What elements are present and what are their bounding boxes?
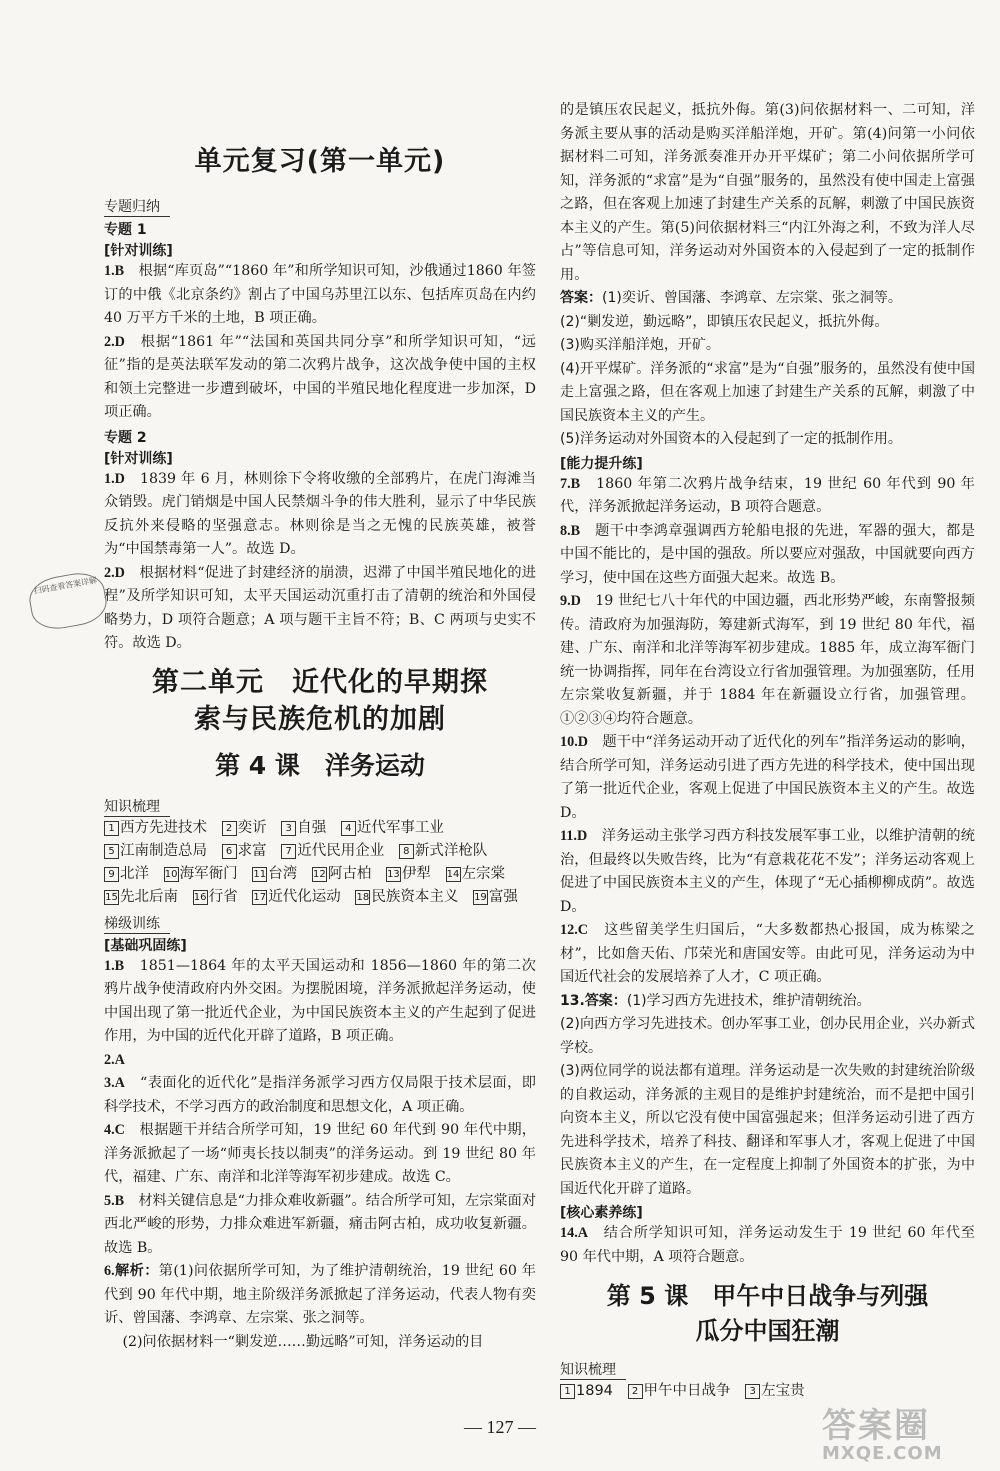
keyword-text: 自强 — [297, 819, 327, 836]
lesson-4-title: 第 4 课 洋务运动 — [215, 750, 425, 780]
question-number: 1.B — [104, 957, 125, 974]
question-text: 第(1)问依据所学可知，为了维护清朝统治，19 世纪 60 年代到 90 年代中期，地主阶级洋务派掀起了洋务运动，代表人物有奕䜣、曾国藩、李鸿章、左宗棠、张之洞等。 — [104, 1263, 536, 1326]
keyword-number-box: 18 — [356, 891, 370, 903]
question-number: 2.D — [104, 564, 125, 581]
keyword-text: 左宝贵 — [761, 1383, 805, 1399]
answer-line: (1)奕䜣、曾国藩、李鸿章、左宗棠、张之洞等。 — [602, 290, 902, 306]
question-text: 题干中“洋务运动开动了近代化的列车”指洋务运动的影响，结合所学可知，洋务运动引进了西方先进的科学技术，使中国出现了第一批近代企业，客观上促进了中国民族资本主义的产生。故选 D。 — [560, 734, 975, 821]
keyword-number-box: 4 — [341, 821, 356, 836]
keyword-text: 北洋 — [120, 865, 149, 882]
section-ladder-training: 梯级训练 — [104, 913, 170, 934]
section-topic-summary: 专题归纳 — [104, 196, 170, 217]
question-number: 12.C — [560, 922, 588, 938]
keyword-item — [446, 866, 506, 882]
keyword-number-box: 7 — [281, 844, 296, 859]
answer-line: (3)购买洋船洋炮，开矿。 — [560, 337, 720, 353]
keyword-number-box: 13 — [387, 868, 400, 880]
section-knowledge: 知识梳理 — [104, 796, 170, 817]
keyword-item — [104, 820, 207, 836]
core-literacy-heading: [核心素养练] — [560, 1205, 643, 1221]
question-text: 19 世纪七八十年代的中国边疆，西北形势严峻，东南警报频传。清政府为加强海防，筹建新式海军，到 19 世纪 80 年代，福建、广东、南洋和北洋等海军初步建成。1885 年，成立海军衙门统一协调指挥，同年在台湾设立行省加强管理。为加强塞防，任用左宗棠收复新疆，并于 1884 年在新疆设立行省，加强管理。①②③④均符合题意。 — [560, 593, 975, 727]
keyword-number-box: 1 — [104, 821, 119, 836]
question-text: 洋务运动主张学习西方科技发展军事工业，以维护清朝的统治，但最终以失败告终，比为“有意栽花花不发”；洋务运动客观上促进了中国民族资本主义的产生，体现了“无心插柳柳成荫”。故选 D。 — [560, 828, 975, 915]
keyword-item — [473, 889, 518, 905]
lesson-5-title-line2: 瓜分中国狂潮 — [695, 1317, 840, 1345]
keyword-item — [355, 889, 458, 905]
page-number: — 127 — — [464, 1417, 536, 1437]
keyword-text: 求富 — [237, 842, 267, 859]
keyword-item — [104, 866, 149, 882]
question-number: 4.C — [104, 1122, 125, 1138]
keyword-number-box: 1 — [560, 1384, 575, 1399]
question-number: 8.B — [560, 522, 581, 539]
keyword-text: 海军衙门 — [179, 865, 238, 882]
question-text: 1851—1864 年的太平天国运动和 1856—1860 年的第二次鸦片战争使清政府内外交困。为摆脱困境，洋务派掀起洋务运动，使中国出现了第一批近代企业，为中国民族资本主义的产生起到了促进作用，为中国的近代化开辟了道路，B 项正确。 — [104, 957, 536, 1044]
keyword-number-box: 9 — [104, 867, 119, 882]
question-text: 根据“库页岛”“1860 年”和所学知识可知，沙俄通过1860 年签订的中俄《北京条约》割占了中国乌苏里江以东、包括库页岛在内约 40 万平方千米的土地，B 项正确。 — [104, 263, 536, 326]
stamp-seal — [26, 569, 110, 633]
question-text: 题干中李鸿章强调西方轮船电报的先进，军器的强大，都是中国不能比的，是中国的强敌。所以要应对强敌，中国就要向西方学习，使中国在这些方面强大起来。故选 B。 — [560, 522, 975, 586]
keyword-number-box: 3 — [745, 1384, 760, 1399]
basic-practice-heading: [基础巩固练] — [104, 937, 187, 954]
keyword-item — [193, 889, 238, 905]
question-text: “表面化的近代化”是指洋务派学习西方仅局限于技术层面，即科学技术，不学习西方的政治制度和思想文化，A 项正确。 — [104, 1075, 536, 1115]
question-text: 材料关键信息是“力排众难收新疆”。结合所学可知，左宗棠面对西北严峻的形势，力排众难进军新疆，痛击阿古柏，成功收复新疆。故选 B。 — [104, 1192, 536, 1256]
keyword-text: 新式洋枪队 — [414, 842, 488, 859]
lesson-5-title-line1: 第 5 课 甲午中日战争与列强 — [606, 1282, 929, 1310]
keyword-text: 行省 — [208, 888, 238, 905]
answer-line: (5)洋务运动对外国资本的入侵起到了一定的抵制作用。 — [560, 431, 902, 447]
topic-2-heading: 专题 2 — [104, 429, 147, 446]
keyword-number-box: 15 — [105, 891, 118, 903]
watermark-line1: 答案圈 — [822, 1406, 930, 1446]
question-item — [560, 473, 975, 520]
question-text: 根据材料“促进了封建经济的崩溃，迟滞了中国半殖民地化的进程”及所学知识可知，太平天国运动沉重打击了清朝的统治和外国侵略势力，D 项符合题意；A 项与题干主旨不符；B、C 两项与史实不符。故选 D。 — [104, 564, 536, 651]
keyword-text: 西方先进技术 — [120, 819, 207, 836]
targeted-training-heading: [针对训练] — [104, 243, 173, 259]
keyword-item — [341, 820, 444, 836]
question-number: 7.B — [560, 475, 581, 492]
question-number: 13. — [560, 992, 585, 1009]
keyword-text: 先北后南 — [120, 888, 178, 905]
keyword-item — [399, 843, 488, 859]
ability-practice-heading: [能力提升练] — [560, 455, 643, 472]
keyword-item — [560, 1383, 613, 1399]
lesson-5-title — [560, 1279, 975, 1349]
answer-label: 答案： — [560, 290, 602, 306]
question-item — [560, 731, 975, 825]
targeted-training-heading: [针对训练] — [104, 450, 173, 467]
question-number: 2.A — [104, 1051, 125, 1068]
question-item — [560, 520, 975, 591]
keyword-text: 江南制造总局 — [120, 842, 207, 859]
left-column — [104, 95, 536, 1354]
question-number: 11.D — [560, 828, 588, 844]
keyword-text: 近代军事工业 — [356, 819, 444, 836]
question-item — [104, 1049, 536, 1073]
keyword-text: 阿古柏 — [327, 865, 372, 882]
answer-line: (4)开平煤矿。洋务派的“求富”是为“自强”服务的，虽然没有使中国走上富强之路，但在客观上加速了封建生产关系的瓦解，刺激了中国民族资本主义的产生。 — [560, 360, 975, 424]
topic-1-heading: 专题 1 — [104, 222, 147, 238]
keyword-item — [222, 820, 267, 836]
keyword-number-box: 8 — [399, 844, 414, 859]
keyword-number-box: 3 — [281, 821, 296, 836]
question-item — [104, 331, 536, 425]
answer-label: 答案： — [584, 992, 627, 1009]
keyword-text: 台湾 — [268, 865, 298, 882]
answer-line: (2)“剿发逆，勤远略”，即镇压农民起义，抵抗外侮。 — [560, 313, 889, 330]
unit-review-title: 单元复习(第一单元) — [194, 146, 446, 177]
keyword-text: 富强 — [488, 888, 518, 905]
keyword-item — [281, 843, 384, 859]
keyword-item — [386, 866, 431, 882]
keyword-item — [745, 1383, 805, 1399]
keyword-number-box: 2 — [628, 1384, 643, 1399]
question-item — [560, 1222, 975, 1269]
keyword-number-box: 17 — [253, 891, 267, 903]
knowledge-keyword-list — [104, 817, 536, 909]
question-item — [104, 1260, 536, 1331]
keyword-text: 1894 — [576, 1383, 613, 1399]
question-item — [560, 990, 975, 1014]
watermark-line2: MXQE.COM — [822, 1443, 943, 1464]
keyword-text: 左宗棠 — [461, 865, 506, 882]
keyword-number-box: 19 — [474, 891, 487, 903]
keyword-text: 民族资本主义 — [371, 888, 459, 905]
keyword-item — [164, 866, 238, 882]
answer-block — [560, 287, 975, 311]
keyword-number-box: 2 — [222, 821, 237, 836]
keyword-item — [104, 843, 207, 859]
question-text: 结合所学知识可知，洋务运动发生于 19 世纪 60 年代至 90 年代中期，A 项符合题意。 — [560, 1225, 975, 1265]
section-knowledge: 知识梳理 — [560, 1359, 626, 1380]
keyword-text: 近代民用企业 — [297, 842, 385, 859]
question-item — [560, 825, 975, 919]
question-item — [104, 1119, 536, 1190]
unit-2-title-line2: 索与民族危机的加剧 — [194, 703, 446, 735]
keyword-item — [628, 1383, 731, 1399]
question-number: 1.B — [104, 263, 125, 279]
question-item — [560, 590, 975, 731]
keyword-number-box: 12 — [312, 868, 326, 880]
answer-line: (2)向西方学习先进技术。创办军事工业，创办民用企业，兴办新式学校。 — [560, 1016, 975, 1056]
question-number: 3.A — [104, 1075, 125, 1091]
watermark-logo — [822, 1398, 943, 1464]
keyword-text: 奕䜣 — [237, 819, 267, 836]
keyword-number-box: 5 — [104, 844, 119, 859]
keyword-item — [252, 889, 341, 905]
keyword-item — [252, 866, 297, 882]
keyword-text: 伊犁 — [401, 865, 431, 882]
question-item — [104, 1190, 536, 1261]
answer-line: (1)学习西方先进技术，维护清朝统治。 — [626, 992, 871, 1009]
keyword-item — [222, 843, 267, 859]
keyword-item — [281, 820, 326, 836]
analysis-continuation: 的是镇压农民起义，抵抗外侮。第(3)问依据材料一、二可知，洋务派主要从事的活动是购买洋船洋炮，开矿。第(4)问第一小问依据材料二可知，洋务派奏准开办开平煤矿；第二小问依据所学可知，洋务派的“求富”是为“自强”服务的，虽然没有使中国走上富强之路，但在客观上加速了封建生产关系的瓦解，刺激了中国民族资本主义的产生。第(5)问依据材料三“内江外海之利，不致为洋人尽占”等信息可知，洋务运动对外国资本的入侵起到了一定的抵制作用。 — [560, 102, 975, 283]
keyword-number-box: 10 — [164, 868, 178, 880]
keyword-text: 近代化运动 — [268, 888, 341, 905]
question-text: 1860 年第二次鸦片战争结束，19 世纪 60 年代到 90 年代，洋务派掀起洋务运动，B 项符合题意。 — [560, 475, 975, 515]
question-item — [104, 955, 536, 1049]
answer-line: (3)两位同学的说法都有道理。洋务运动是一次失败的封建统治阶级的自救运动，洋务派的主观目的是维护封建统治，而不是把中国引向资本主义，所以它没有使中国富强起来；但洋务运动引进了西方先进科学技术，培养了科技、翻译和军事人才，客观上促进了中国民族资本主义的产生，在一定程度上抑制了外国资本的扩张，为中国近代化开辟了道路。 — [560, 1063, 975, 1197]
question-text: 根据题干并结合所学可知，19 世纪 60 年代到 90 年代中期，洋务派掀起了一场“师夷长技以制夷”的洋务运动。到 19 世纪 80 年代，福建、广东、南洋和北洋等海军初步建成。故选 C。 — [104, 1122, 536, 1185]
keyword-number-box: 16 — [193, 891, 207, 903]
analysis-label: 解析： — [114, 1263, 159, 1279]
question-text: 根据“1861 年”“法国和英国共同分享”和所学知识可知，“远征”指的是英法联军发动的第二次鸦片战争，这次战争使中国的主权和领土完整进一步遭到破坏，中国的半殖民地化程度进一步加深，D 项正确。 — [104, 333, 536, 420]
question-number: 1.D — [104, 470, 125, 487]
question-item — [560, 919, 975, 990]
keyword-text: 甲午中日战争 — [643, 1383, 731, 1399]
question-number: 6. — [104, 1263, 115, 1279]
stamp-text: 扫码查看答案详解 — [33, 575, 98, 596]
right-column — [560, 99, 975, 1403]
analysis-continuation: (2)问依据材料一“剿发逆……勤远略”可知，洋务运动的目 — [122, 1333, 484, 1350]
question-item — [104, 562, 536, 656]
question-item — [104, 1072, 536, 1119]
keyword-item — [104, 889, 178, 905]
question-text: 这些留美学生归国后，“大多数都热心报国，成为栋梁之材”，比如詹天佑、邝荣光和唐国安等。由此可见，洋务运动为中国近代社会的发展培养了人才，C 项正确。 — [560, 922, 975, 985]
keyword-number-box: 6 — [222, 844, 237, 859]
question-number: 10.D — [560, 734, 588, 750]
question-item — [104, 468, 536, 562]
keyword-item — [312, 866, 372, 882]
keyword-number-box: 11 — [253, 868, 267, 880]
question-number: 2.D — [104, 333, 125, 350]
question-number: 14.A — [560, 1225, 588, 1241]
question-number: 5.B — [104, 1192, 125, 1209]
question-item — [104, 260, 536, 331]
unit-2-title-line1: 第二单元 近代化的早期探 — [152, 666, 488, 698]
question-number: 9.D — [560, 593, 581, 609]
keyword-number-box: 14 — [446, 868, 460, 880]
question-text: 1839 年 6 月，林则徐下令将收缴的全部鸦片，在虎门海滩当众销毁。虎门销烟是中国人民禁烟斗争的伟大胜利，显示了中华民族反抗外来侵略的坚强意志。林则徐是当之无愧的民族英雄，被誉为“中国禁毒第一人”。故选 D。 — [104, 470, 536, 557]
